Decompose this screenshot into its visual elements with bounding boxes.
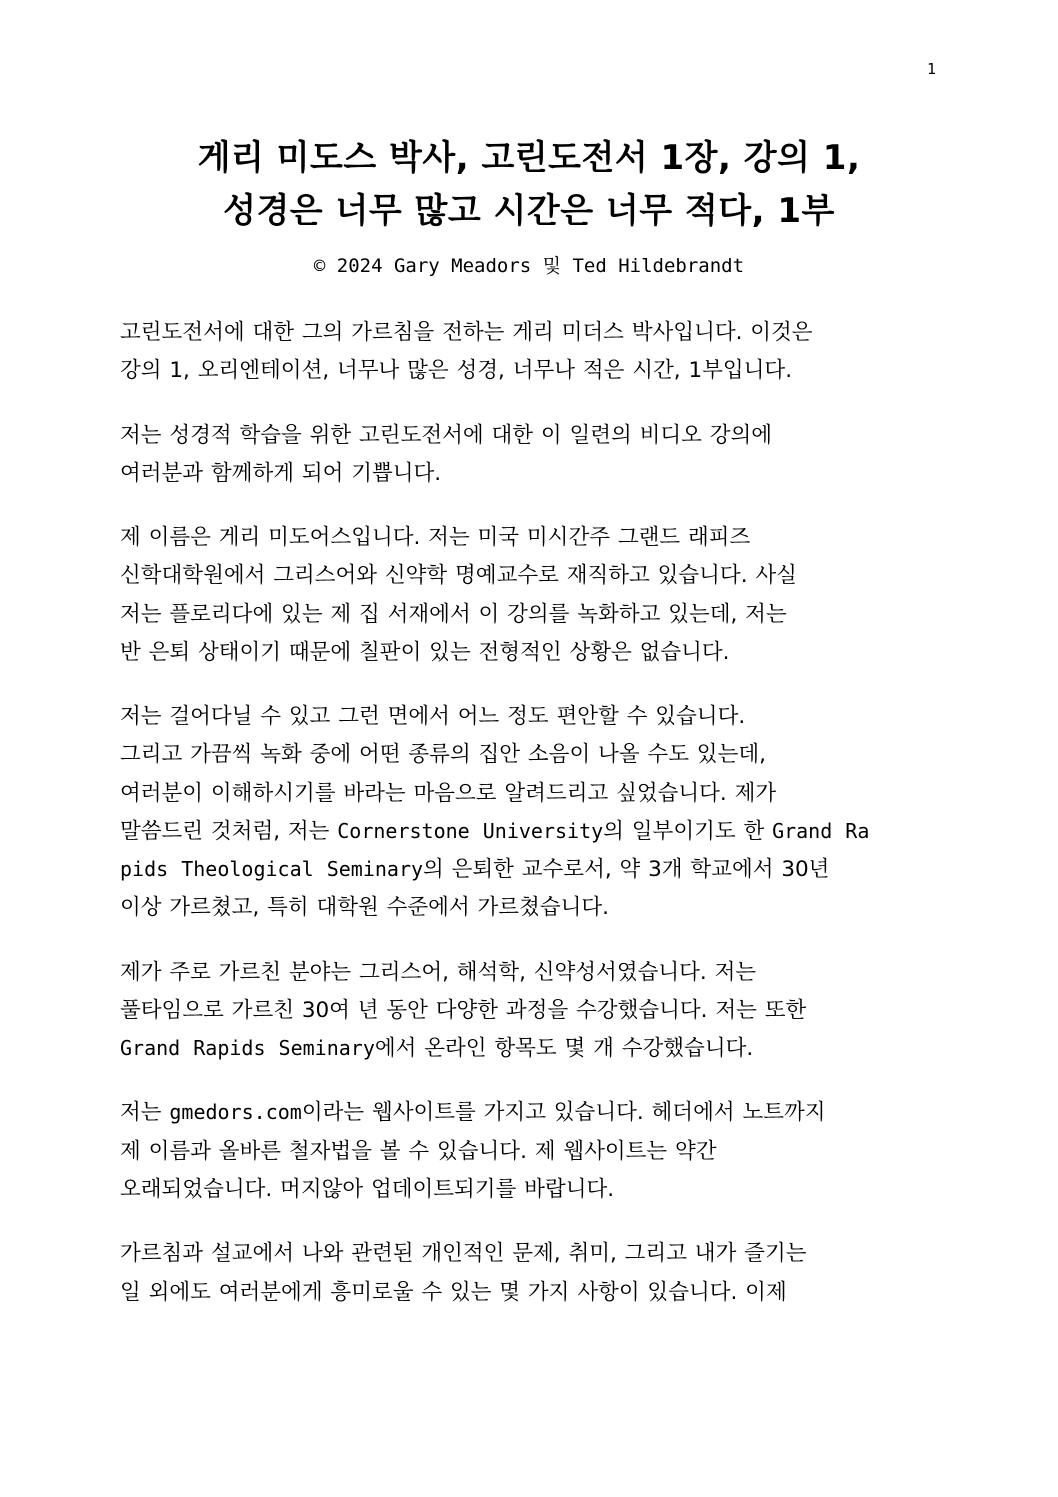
paragraph-line: 강의 1, 오리엔테이션, 너무나 많은 성경, 너무나 적은 시간, 1부입니다. [120,358,793,384]
paragraph-line: 저는 걸어다닐 수 있고 그런 면에서 어느 정도 편안할 수 있습니다. [120,704,746,730]
paragraph-7 [120,1235,938,1312]
paragraph-3 [120,519,938,672]
paragraph-line: 저는 gmedors.com이라는 웹사이트를 가지고 있습니다. 헤더에서 노트까지 [120,1100,826,1126]
page-number: 1 [926,60,936,78]
paragraph-line: pids Theological Seminary의 은퇴한 교수로서, 약 3개 학교에서 30년 [120,857,830,883]
paragraph-line: 그리고 가끔씩 녹화 중에 어떤 종류의 집안 소음이 나올 수도 있는데, [120,742,766,768]
paragraph-line: 오래되었습니다. 머지않아 업데이트되기를 바랍니다. [120,1177,615,1203]
paragraph-line: 여러분이 이해하시기를 바라는 마음으로 알려드리고 싶었습니다. 제가 [120,780,777,806]
page-title-line-2: 성경은 너무 많고 시간은 너무 적다, 1부 [223,190,835,231]
paragraph-line: 가르침과 설교에서 나와 관련된 개인적인 문제, 취미, 그리고 내가 즐기는 [120,1241,807,1267]
paragraph-line: 제 이름은 게리 미도어스입니다. 저는 미국 미시간주 그랜드 래피즈 [120,525,751,551]
paragraph-5 [120,954,938,1069]
paragraph-2 [120,417,938,494]
paragraph-line: 말씀드린 것처럼, 저는 Cornerstone University의 일부이기도 한 Grand Ra [120,818,870,844]
paragraph-line: 제 이름과 올바른 철자법을 볼 수 있습니다. 제 웹사이트는 약간 [120,1138,717,1164]
paragraph-line: 여러분과 함께하게 되어 기쁩니다. [120,460,442,486]
paragraph-1 [120,314,938,391]
page-title [120,60,938,237]
paragraph-line: 일 외에도 여러분에게 흥미로울 수 있는 몇 가지 사항이 있습니다. 이제 [120,1279,787,1305]
paragraph-line: 저는 플로리다에 있는 제 집 서재에서 이 강의를 녹화하고 있는데, 저는 [120,601,787,627]
document-body [120,314,938,1312]
paragraph-line: 고린도전서에 대한 그의 가르침을 전하는 게리 미더스 박사입니다. 이것은 [120,319,813,345]
paragraph-line: Grand Rapids Seminary에서 온라인 항목도 몇 개 수강했습니다. [120,1036,754,1062]
page-title-line-1: 게리 미도스 박사, 고린도전서 1장, 강의 1, [197,138,861,178]
paragraph-line: 저는 성경적 학습을 위한 고린도전서에 대한 이 일련의 비디오 강의에 [120,422,773,448]
paragraph-line: 이상 가르쳤고, 특히 대학원 수준에서 가르쳤습니다. [120,895,609,921]
paragraph-line: 신학대학원에서 그리스어와 신약학 명예교수로 재직하고 있습니다. 사실 [120,563,797,589]
paragraph-4 [120,698,938,928]
paragraph-line: 풀타임으로 가르친 30여 년 동안 다양한 과정을 수강했습니다. 저는 또한 [120,997,807,1023]
paragraph-line: 반 은퇴 상태이기 때문에 칠판이 있는 전형적인 상황은 없습니다. [120,639,730,665]
copyright-line: © 2024 Gary Meadors 및 Ted Hildebrandt [313,255,745,278]
paragraph-line: 제가 주로 가르친 분야는 그리스어, 해석학, 신약성서였습니다. 저는 [120,959,757,985]
paragraph-6 [120,1094,938,1209]
